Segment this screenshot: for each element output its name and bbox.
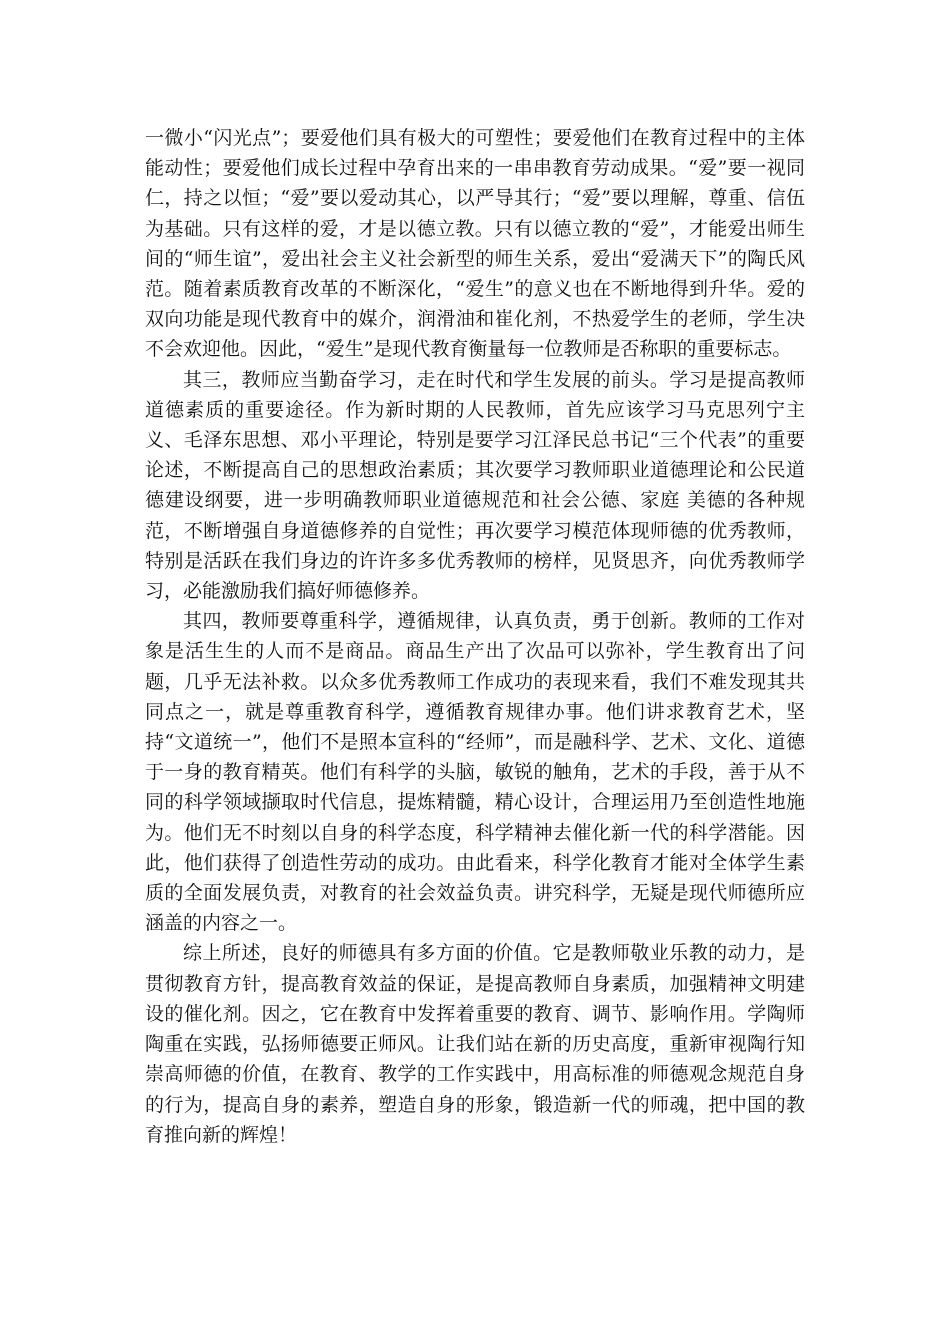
paragraph-1: 一微小“闪光点”；要爱他们具有极大的可塑性；要爱他们在教育过程中的主体能动性；要爱他们成长过程中孕育出来的一串串教育劳动成果。“爱”要一视同仁，持之以恒；“爱”要以爱动其心，以严导其行；“爱”要以理解，尊重、信伍为基础。只有这样的爱，才是以德立教。只有以德立教的“爱”，才能爱出师生间的“师生谊”，爱出社会主义社会新型的师生关系，爱出“爱满天下”的陶氏风范。随着素质教育改革的不断深化，“爱生”的意义也在不断地得到升华。爱的双向功能是现代教育中的媒介，润滑油和崔化剂，不热爱学生的老师，学生决不会欢迎他。因此，“爱生”是现代教育衡量每一位教师是否称职的重要标志。 [145, 127, 805, 361]
paragraph-4: 综上所述，良好的师德具有多方面的价值。它是教师敬业乐教的动力，是贯彻教育方针，提高教育效益的保证，是提高教师自身素质，加强精神文明建设的催化剂。因之，它在教育中发挥着重要的教育、调节、影响作用。学陶师陶重在实践，弘扬师德要正师风。让我们站在新的历史高度，重新审视陶行知崇高师德的价值，在教育、教学的工作实践中，用高标准的师德观念规范自身的行为，提高自身的素养，塑造自身的形象，锻造新一代的师魂，把中国的教育推向新的辉煌！ [145, 942, 805, 1146]
paragraph-2: 其三，教师应当勤奋学习，走在时代和学生发展的前头。学习是提高教师道德素质的重要途径。作为新时期的人民教师，首先应该学习马克思列宁主义、毛泽东思想、邓小平理论，特别是要学习江泽民总书记“三个代表”的重要论述，不断提高自己的思想政治素质；其次要学习教师职业道德理论和公民道德建设纲要，进一步明确教师职业道德规范和社会公德、家庭 美德的各种规范，不断增强自身道德修养的自觉性；再次要学习模范体现师德的优秀教师，特别是活跃在我们身边的许许多多优秀教师的榜样，见贤思齐，向优秀教师学习，必能激励我们搞好师德修养。 [145, 368, 805, 603]
document-body [145, 123, 805, 1150]
paragraph-3: 其四，教师要尊重科学，遵循规律，认真负责，勇于创新。教师的工作对象是活生生的人而不是商品。商品生产出了次品可以弥补，学生教育出了问题，几乎无法补救。以众多优秀教师工作成功的表现来看，我们不难发现其共同点之一，就是尊重教育科学，遵循教育规律办事。他们讲求教育艺术，坚持“文道统一”，他们不是照本宣科的“经师”，而是融科学、艺术、文化、道德于一身的教育精英。他们有科学的头脑，敏锐的触角，艺术的手段，善于从不同的科学领域撷取时代信息，提炼精髓，精心设计，合理运用乃至创造性地施为。他们无不时刻以自身的科学态度，科学精神去催化新一代的科学潜能。因此，他们获得了创造性劳动的成功。由此看来，科学化教育才能对全体学生素质的全面发展负责，对教育的社会效益负责。讲究科学，无疑是现代师德所应涵盖的内容之一。 [145, 610, 805, 935]
